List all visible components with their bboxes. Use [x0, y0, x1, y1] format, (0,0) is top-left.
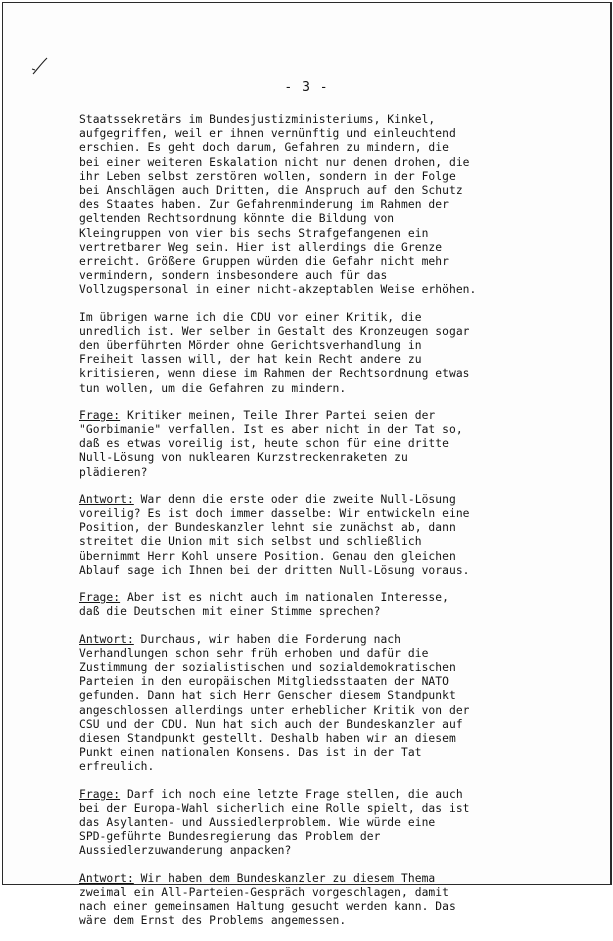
text-line: diesen Standpunkt gestellt. Deshalb haben wir an diesem	[79, 731, 456, 745]
text-line: Position, der Bundeskanzler lehnt sie zunächst ab, dann	[79, 521, 456, 535]
text-line: den überführten Mörder ohne Gerichtsverhandlung in	[79, 339, 422, 353]
text-line: bei einer weiteren Eskalation nicht nur denen drohen, die	[79, 155, 470, 169]
text-line	[79, 788, 599, 802]
text-line-content: Wir haben dem Bundeskanzler zu diesem Thema	[133, 871, 436, 885]
text-line: Verhandlungen schon sehr früh erhoben und dafür die	[79, 646, 429, 660]
text-line: aufgegriffen, weil er ihnen vernünftig und einleuchtend	[79, 127, 456, 141]
pen-mark	[31, 56, 49, 76]
text-line-content: Darf ich noch eine letzte Frage stellen, die auch	[120, 787, 463, 801]
answer-paragraph	[79, 633, 599, 775]
page-number: - 3 -	[284, 80, 329, 95]
text-line: "Gorbimanie" verfallen. Ist es aber nicht in der Tat so,	[79, 423, 463, 437]
text-line: bei Anschlägen auch Dritten, die Anspruch auf den Schutz	[79, 184, 463, 198]
text-line	[79, 409, 599, 423]
text-line: vermindern, sondern insbesondere auch für das	[79, 269, 388, 283]
text-line: Freiheit lassen will, der hat kein Recht andere zu	[79, 353, 422, 367]
question-label: Frage:	[79, 787, 121, 801]
answer-label: Antwort:	[79, 492, 134, 506]
question-paragraph	[79, 409, 599, 480]
text-line: erfreulich.	[79, 760, 155, 774]
text-line: Kleingruppen von vier bis sechs Strafgefangenen ein	[79, 226, 429, 240]
text-line: Zustimmung der sozialistischen und sozialdemokratischen	[79, 660, 456, 674]
text-line: nach einer gemeinsamen Haltung gesucht werden kann. Das	[79, 899, 456, 913]
answer-label: Antwort:	[79, 871, 134, 885]
text-line: Punkt einen nationalen Konsens. Das ist in der Tat	[79, 746, 422, 760]
text-line-content: Kritiker meinen, Teile Ihrer Partei seien der	[120, 408, 436, 422]
question-paragraph	[79, 591, 599, 619]
text-line: daß die Deutschen mit einer Stimme sprechen?	[79, 605, 381, 619]
text-line: Aussiedlerzuwanderung anpacken?	[79, 844, 292, 858]
text-line: voreilig? Es ist doch immer dasselbe: Wir entwickeln eine	[79, 507, 470, 521]
text-line: erreicht. Größere Gruppen würden die Gefahr nicht mehr	[79, 255, 449, 269]
answer-paragraph	[79, 493, 599, 578]
text-line: Null-Lösung von nuklearen Kurzstreckenraketen zu	[79, 451, 408, 465]
text-line	[79, 872, 599, 886]
text-line: zweimal ein All-Parteien-Gespräch vorgeschlagen, damit	[79, 885, 449, 899]
text-line-content: Durchaus, wir haben die Forderung nach	[133, 632, 402, 646]
text-line: erschien. Es geht doch darum, Gefahren zu mindern, die	[79, 141, 449, 155]
text-line: vertretbarer Weg sein. Hier ist allerdings die Grenze	[79, 240, 443, 254]
question-label: Frage:	[79, 591, 121, 605]
text-line-content: Aber ist es nicht auch im nationalen Interesse,	[120, 591, 449, 605]
text-line: ihr Leben selbst zerstören wollen, sondern in der Folge	[79, 169, 456, 183]
text-line: des Staates haben. Zur Gefahrenminderung im Rahmen der	[79, 198, 449, 212]
text-line: CSU und der CDU. Nun hat sich auch der Bundeskanzler auf	[79, 717, 463, 731]
text-paragraph	[79, 311, 599, 396]
text-line: geltenden Rechtsordnung könnte die Bildung von	[79, 212, 395, 226]
text-line: bei der Europa-Wahl sicherlich eine Rolle spielt, das ist	[79, 801, 470, 815]
text-line: Vollzugspersonal in einer nicht-akzeptablen Weise erhöhen.	[79, 283, 477, 297]
text-line: übernimmt Herr Kohl unsere Position. Genau den gleichen	[79, 549, 456, 563]
text-line: daß es etwas voreilig ist, heute schon für eine dritte	[79, 437, 449, 451]
answer-label: Antwort:	[79, 632, 134, 646]
text-line	[79, 633, 599, 647]
question-paragraph	[79, 788, 599, 859]
text-line: streitet die Union mit sich selbst und schließlich	[79, 535, 422, 549]
text-line: SPD-geführte Bundesregierung das Problem der	[79, 830, 381, 844]
text-line: angeschlossen allerdings unter erheblicher Kritik von der	[79, 703, 470, 717]
text-line: Ablauf sage ich Ihnen bei der dritten Null-Lösung voraus.	[79, 563, 470, 577]
text-line	[79, 591, 599, 605]
text-paragraph	[79, 113, 599, 298]
answer-paragraph	[79, 872, 599, 929]
text-line: wäre dem Ernst des Problems angemessen.	[79, 914, 347, 928]
document-body	[79, 113, 599, 941]
text-line	[79, 493, 599, 507]
question-label: Frage:	[79, 408, 121, 422]
text-line: unredlich ist. Wer selber in Gestalt des Kronzeugen sogar	[79, 324, 470, 338]
text-line: Staatssekretärs im Bundesjustizministeriums, Kinkel,	[79, 113, 436, 126]
text-line: kritisieren, wenn diese im Rahmen der Rechtsordnung etwas	[79, 367, 470, 381]
text-line: das Asylanten- und Aussiedlerproblem. Wie würde eine	[79, 815, 436, 829]
text-line: gefunden. Dann hat sich Herr Genscher diesem Standpunkt	[79, 689, 456, 703]
text-line: tun wollen, um die Gefahren zu mindern.	[79, 381, 347, 395]
text-line-content: War denn die erste oder die zweite Null-Lösung	[133, 492, 456, 506]
document-page	[2, 2, 612, 928]
text-line: Im übrigen warne ich die CDU vor einer Kritik, die	[79, 310, 422, 324]
text-line: plädieren?	[79, 465, 148, 479]
text-line: Parteien in den europäischen Mitgliedsstaaten der NATO	[79, 675, 449, 689]
